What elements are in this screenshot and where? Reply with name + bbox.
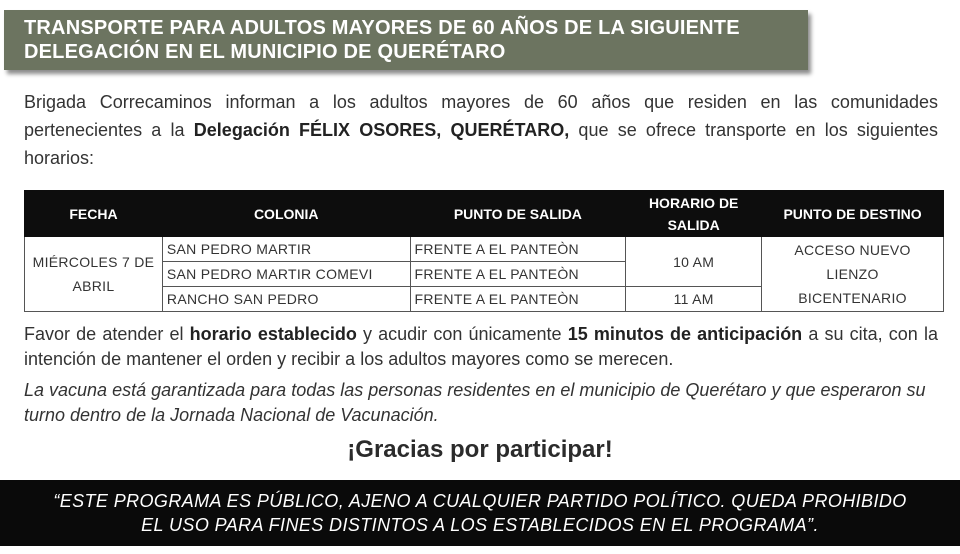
cell-punto-salida: FRENTE A EL PANTEÒN — [410, 287, 626, 312]
thanks-message: ¡Gracias por participar! — [347, 436, 613, 463]
header-punto-salida: PUNTO DE SALIDA — [410, 191, 626, 237]
header-punto-destino: PUNTO DE DESTINO — [762, 191, 944, 237]
header-colonia: COLONIA — [162, 191, 410, 237]
destino-line-3: BICENTENARIO — [798, 290, 907, 306]
destino-line-2: LIENZO — [826, 266, 879, 282]
title-banner — [4, 10, 808, 70]
cell-horario: 10 AM — [626, 237, 762, 287]
destino-line-1: ACCESO NUEVO — [794, 242, 911, 258]
cell-punto-destino — [762, 237, 944, 312]
notice-bold-minutes: 15 minutos de anticipación — [567, 324, 803, 344]
title-line-2: DELEGACIÓN EN EL MUNICIPIO DE QUERÉTARO — [24, 41, 506, 63]
fecha-line-2: ABRIL — [72, 278, 115, 294]
cell-colonia: SAN PEDRO MARTIR COMEVI — [162, 262, 410, 287]
cell-horario: 11 AM — [626, 287, 762, 312]
intro-text-after: que se ofrece transporte en los siguientes horarios: — [24, 120, 938, 168]
cell-punto-salida: FRENTE A EL PANTEÒN — [410, 237, 626, 262]
legal-disclaimer-banner — [0, 480, 960, 546]
table-header-row — [25, 191, 944, 237]
vaccine-guarantee-note: La vacuna está garantizada para todas las personas residentes en el municipio de Querétaro y que esperaron su turno dentro de la Jornada Nacional de Vacunación. — [24, 380, 926, 425]
disclaimer-line-2: EL USO PARA FINES DISTINTOS A LOS ESTABLECIDOS EN EL PROGRAMA”. — [141, 515, 819, 535]
notice-bold-schedule: horario establecido — [189, 324, 357, 344]
notice-paragraph — [24, 322, 938, 372]
notice-text-3: a su cita, con la intención de mantener el orden y recibir a los adultos mayores como se merecen. — [24, 324, 938, 369]
intro-paragraph — [24, 88, 938, 172]
header-horario-line-1: HORARIO DE — [648, 194, 739, 211]
schedule-table — [24, 190, 944, 312]
notice-text-1: Favor de atender el — [24, 324, 190, 344]
fecha-line-1: MIÉRCOLES 7 DE — [32, 254, 155, 270]
intro-delegation: Delegación FÉLIX OSORES, QUERÉTARO, — [193, 120, 570, 140]
notice-text-2: y acudir con únicamente — [356, 324, 568, 344]
intro-text-before: Brigada Correcaminos informan a los adultos mayores de 60 años que residen en las comunidades pertenecientes a la — [24, 92, 938, 140]
cell-colonia: SAN PEDRO MARTIR — [162, 237, 410, 262]
header-horario — [626, 191, 762, 237]
header-fecha: FECHA — [25, 191, 163, 237]
table-row — [25, 237, 944, 262]
disclaimer-line-1: “ESTE PROGRAMA ES PÚBLICO, AJENO A CUALQUIER PARTIDO POLÍTICO. QUEDA PROHIBIDO — [53, 491, 907, 511]
cell-colonia: RANCHO SAN PEDRO — [162, 287, 410, 312]
cell-punto-salida: FRENTE A EL PANTEÒN — [410, 262, 626, 287]
cell-fecha — [25, 237, 163, 312]
title-line-1: TRANSPORTE PARA ADULTOS MAYORES DE 60 AÑOS DE LA SIGUIENTE — [24, 17, 740, 39]
header-horario-line-2: SALIDA — [667, 216, 720, 233]
